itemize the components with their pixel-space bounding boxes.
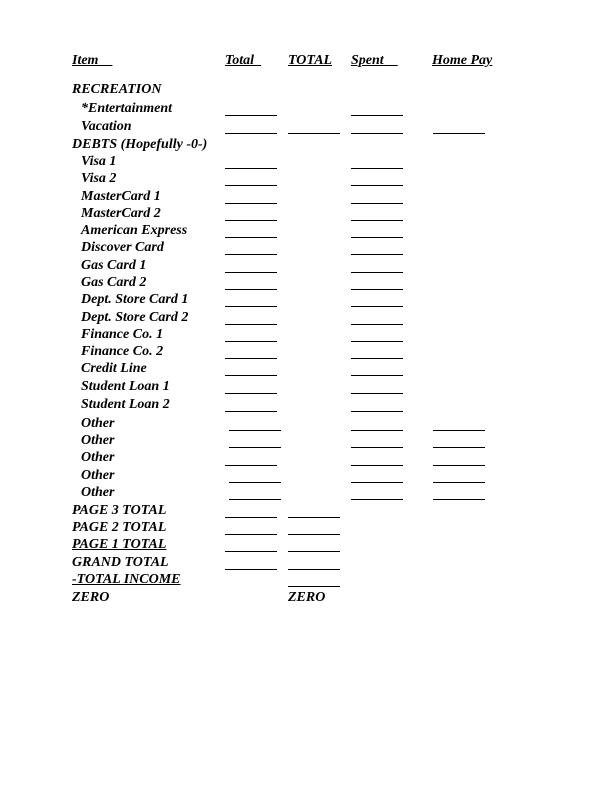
student-loan-1-total-blank[interactable] — [225, 393, 277, 394]
row-dept-store-card-1: Dept. Store Card 1 — [81, 292, 189, 307]
row-visa-2: Visa 2 — [81, 171, 117, 186]
grand-total-caps-blank[interactable] — [288, 569, 340, 570]
student-loan-2-spent-blank[interactable] — [351, 411, 403, 412]
header-item: Item — [72, 53, 99, 68]
visa-1-total-blank[interactable] — [225, 168, 277, 169]
dept-store-card-2-spent-blank[interactable] — [351, 324, 403, 325]
entertainment-total-blank[interactable] — [225, 115, 277, 116]
header-total-caps: TOTAL — [288, 53, 333, 68]
dept-store-card-2-total-blank[interactable] — [225, 324, 277, 325]
zero-value: ZERO — [288, 590, 326, 605]
page-3-total-blank[interactable] — [225, 517, 277, 518]
visa-2-spent-blank[interactable] — [351, 185, 403, 186]
row-other: Other — [81, 433, 115, 448]
vacation-total-caps-blank[interactable] — [288, 133, 340, 134]
other-5-total-blank[interactable] — [229, 499, 281, 500]
page-2-total-blank[interactable] — [225, 534, 277, 535]
finance-co-1-spent-blank[interactable] — [351, 341, 403, 342]
gas-card-2-total-blank[interactable] — [225, 289, 277, 290]
visa-2-total-blank[interactable] — [225, 185, 277, 186]
other-2-home-pay-blank[interactable] — [433, 447, 485, 448]
row-gas-card-2: Gas Card 2 — [81, 275, 147, 290]
row-mastercard-2: MasterCard 2 — [81, 206, 161, 221]
mastercard-1-spent-blank[interactable] — [351, 203, 403, 204]
credit-line-spent-blank[interactable] — [351, 375, 403, 376]
section-recreation: RECREATION — [72, 82, 162, 97]
other-4-total-blank[interactable] — [229, 482, 281, 483]
page-1-total-caps-blank[interactable] — [288, 551, 340, 552]
row-vacation: Vacation — [81, 119, 132, 134]
other-1-total-blank[interactable] — [229, 430, 281, 431]
page-1-total-label: PAGE 1 TOTAL — [72, 537, 167, 552]
other-4-home-pay-blank[interactable] — [433, 482, 485, 483]
finance-co-2-spent-blank[interactable] — [351, 358, 403, 359]
row-gas-card-1: Gas Card 1 — [81, 258, 147, 273]
finance-co-1-total-blank[interactable] — [225, 341, 277, 342]
row-other: Other — [81, 450, 115, 465]
other-1-home-pay-blank[interactable] — [433, 430, 485, 431]
student-loan-2-total-blank[interactable] — [225, 411, 277, 412]
other-3-total-blank[interactable] — [225, 465, 277, 466]
vacation-home-pay-blank[interactable] — [433, 133, 485, 134]
entertainment-spent-blank[interactable] — [351, 115, 403, 116]
row-american-express: American Express — [81, 223, 188, 238]
row-discover-card: Discover Card — [81, 240, 164, 255]
page-2-total-caps-blank[interactable] — [288, 534, 340, 535]
other-5-spent-blank[interactable] — [351, 499, 403, 500]
dept-store-card-1-spent-blank[interactable] — [351, 306, 403, 307]
discover-card-total-blank[interactable] — [225, 254, 277, 255]
row-other: Other — [81, 416, 115, 431]
american-express-total-blank[interactable] — [225, 237, 277, 238]
other-3-home-pay-blank[interactable] — [433, 465, 485, 466]
grand-total-label: GRAND TOTAL — [72, 555, 169, 570]
row-other: Other — [81, 468, 115, 483]
credit-line-total-blank[interactable] — [225, 375, 277, 376]
student-loan-1-spent-blank[interactable] — [351, 393, 403, 394]
other-2-spent-blank[interactable] — [351, 447, 403, 448]
other-3-spent-blank[interactable] — [351, 465, 403, 466]
page-3-total-label: PAGE 3 TOTAL — [72, 503, 167, 518]
vacation-total-blank[interactable] — [225, 133, 277, 134]
row-student-loan-2: Student Loan 2 — [81, 397, 170, 412]
minus-total-income-blank[interactable] — [288, 586, 340, 587]
page-3-total-caps-blank[interactable] — [288, 517, 340, 518]
mastercard-2-spent-blank[interactable] — [351, 220, 403, 221]
row-finance-co-1: Finance Co. 1 — [81, 327, 164, 342]
american-express-spent-blank[interactable] — [351, 237, 403, 238]
gas-card-1-spent-blank[interactable] — [351, 272, 403, 273]
row-dept-store-card-2: Dept. Store Card 2 — [81, 310, 189, 325]
row-mastercard-1: MasterCard 1 — [81, 189, 161, 204]
visa-1-spent-blank[interactable] — [351, 168, 403, 169]
minus-total-income-label: -TOTAL INCOME — [72, 572, 181, 587]
row-student-loan-1: Student Loan 1 — [81, 379, 170, 394]
page-1-total-blank[interactable] — [225, 551, 277, 552]
gas-card-2-spent-blank[interactable] — [351, 289, 403, 290]
row-entertainment: *Entertainment — [81, 101, 173, 116]
header-home-pay: Home Pay — [432, 53, 493, 68]
other-1-spent-blank[interactable] — [351, 430, 403, 431]
other-4-spent-blank[interactable] — [351, 482, 403, 483]
row-credit-line: Credit Line — [81, 361, 147, 376]
row-visa-1: Visa 1 — [81, 154, 117, 169]
mastercard-1-total-blank[interactable] — [225, 203, 277, 204]
row-finance-co-2: Finance Co. 2 — [81, 344, 164, 359]
other-5-home-pay-blank[interactable] — [433, 499, 485, 500]
vacation-spent-blank[interactable] — [351, 133, 403, 134]
row-other: Other — [81, 485, 115, 500]
zero-label: ZERO — [72, 590, 110, 605]
section-debts: DEBTS (Hopefully -0-) — [72, 137, 208, 152]
discover-card-spent-blank[interactable] — [351, 254, 403, 255]
finance-co-2-total-blank[interactable] — [225, 358, 277, 359]
dept-store-card-1-total-blank[interactable] — [225, 306, 277, 307]
page-2-total-label: PAGE 2 TOTAL — [72, 520, 167, 535]
grand-total-blank[interactable] — [225, 569, 277, 570]
header-total: Total — [225, 53, 255, 68]
gas-card-1-total-blank[interactable] — [225, 272, 277, 273]
other-2-total-blank[interactable] — [229, 447, 281, 448]
header-spent: Spent — [351, 53, 384, 68]
mastercard-2-total-blank[interactable] — [225, 220, 277, 221]
